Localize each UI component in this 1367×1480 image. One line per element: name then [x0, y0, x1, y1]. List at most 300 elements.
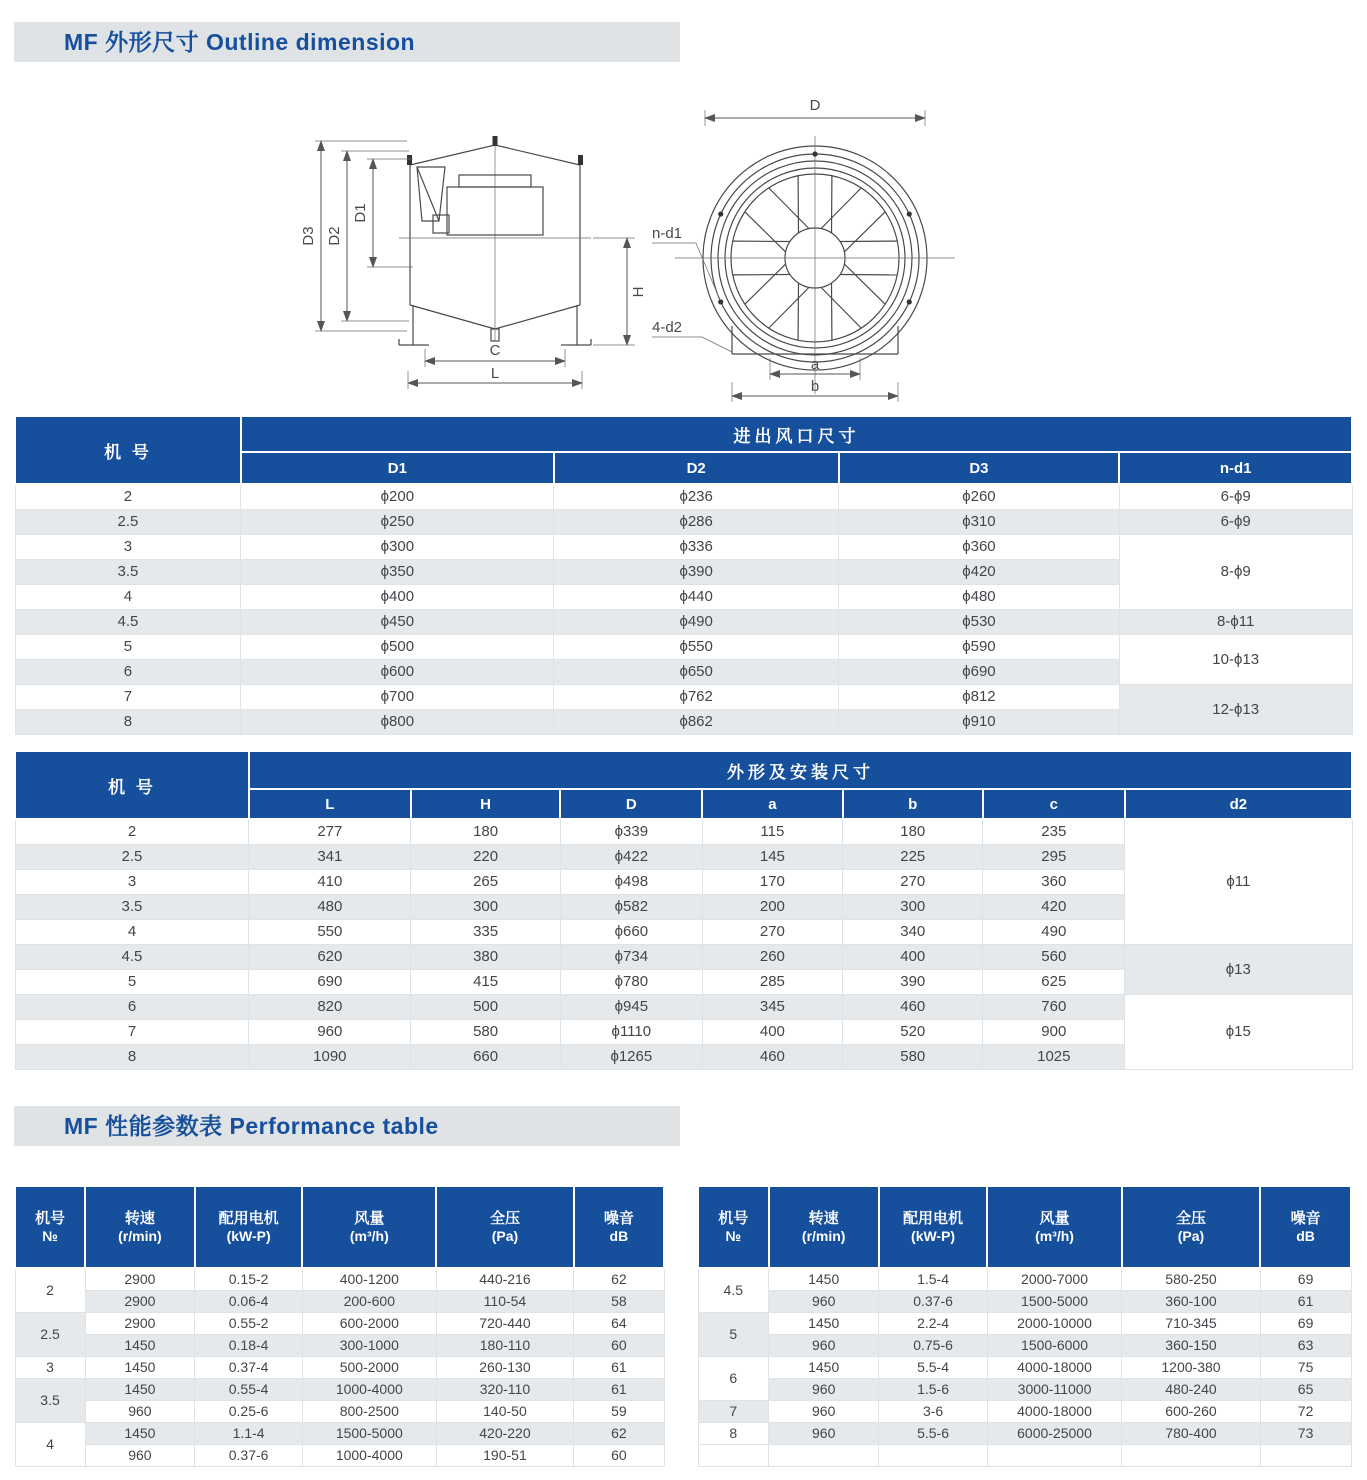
dim-value-cell: 341 [249, 844, 411, 869]
machine-no-cell: 3 [15, 869, 249, 894]
dim-value-cell: ϕ390 [554, 559, 839, 584]
dim-value-cell: 180 [843, 819, 983, 844]
perf-value-cell: 960 [769, 1400, 879, 1422]
perf-header-machine [15, 1186, 85, 1268]
dim-value-cell: ϕ450 [241, 609, 554, 634]
dim-value-cell: 270 [702, 919, 842, 944]
perf-value-cell: 110-54 [436, 1290, 574, 1312]
perf-header-airflow-unit: (m³/h) [349, 1228, 389, 1244]
perf-value-cell: 65 [1260, 1378, 1351, 1400]
machine-no-cell: 6 [698, 1356, 769, 1400]
dim-value-cell: 380 [411, 944, 561, 969]
dim-label-h: H [630, 286, 647, 298]
perf-value-cell: 0.18-4 [195, 1334, 303, 1356]
dim-value-cell: ϕ945 [560, 994, 702, 1019]
perf-value-cell: 5.5-6 [879, 1422, 987, 1444]
dim-value-cell: 170 [702, 869, 842, 894]
table-row [698, 1268, 1351, 1290]
perf-header-airflow [302, 1186, 436, 1268]
perf-header-motor [195, 1186, 303, 1268]
perf-header-pressure-unit: (Pa) [1177, 1228, 1205, 1244]
machine-no-cell: 7 [698, 1400, 769, 1422]
table-row [698, 1312, 1351, 1334]
perf-header-machine-cn: 机号 [718, 1210, 749, 1227]
perf-value-cell: 1500-5000 [987, 1290, 1122, 1312]
table-row [15, 534, 1352, 559]
dim-value-cell: 410 [249, 869, 411, 894]
machine-no-cell: 8 [698, 1422, 769, 1444]
perf-value-cell: 0.37-6 [879, 1290, 987, 1312]
perf-header-machine [698, 1186, 769, 1268]
dim-value-cell: 145 [702, 844, 842, 869]
dim-value-cell: 345 [702, 994, 842, 1019]
machine-no-cell: 4 [15, 584, 241, 609]
dim-value-cell: ϕ400 [241, 584, 554, 609]
dim-value-cell: ϕ490 [554, 609, 839, 634]
machine-no-cell: 4 [15, 919, 249, 944]
dim-value-cell: ϕ440 [554, 584, 839, 609]
perf-value-cell: 73 [1260, 1422, 1351, 1444]
perf-value-cell [769, 1444, 879, 1466]
perf-value-cell: 800-2500 [302, 1400, 436, 1422]
dim-value-cell: 520 [843, 1019, 983, 1044]
table-row [15, 1378, 664, 1400]
perf-value-cell: 2900 [85, 1268, 195, 1290]
perf-header-noise-cn: 噪音 [603, 1210, 634, 1227]
machine-no-cell: 5 [15, 634, 241, 659]
perf-header-noise [574, 1186, 664, 1268]
dim-label-4d2: 4-d2 [652, 319, 683, 336]
perf-value-cell: 0.55-4 [195, 1378, 303, 1400]
table-row [15, 609, 1352, 634]
perf-value-cell: 4000-18000 [987, 1400, 1122, 1422]
dim-value-cell: ϕ650 [554, 659, 839, 684]
machine-no-cell: 8 [15, 1044, 249, 1069]
perf-value-cell: 300-1000 [302, 1334, 436, 1356]
perf-value-cell: 580-250 [1122, 1268, 1260, 1290]
perf-value-cell: 1000-4000 [302, 1444, 436, 1466]
dim-label-d: D [809, 97, 821, 114]
table-row [15, 944, 1352, 969]
perf-value-cell: 200-600 [302, 1290, 436, 1312]
perf-value-cell: 1450 [85, 1378, 195, 1400]
perf-value-cell: 62 [574, 1422, 664, 1444]
table-row [15, 509, 1352, 534]
perf-value-cell: 2900 [85, 1290, 195, 1312]
perf-value-cell: 190-51 [436, 1444, 574, 1466]
fan-front-view-diagram [650, 86, 980, 406]
perf-value-cell: 60 [574, 1334, 664, 1356]
dim-label-d1: D1 [352, 203, 369, 223]
machine-no-cell: 6 [15, 659, 241, 684]
perf-value-cell: 0.37-6 [195, 1444, 303, 1466]
perf-value-cell: 1450 [769, 1312, 879, 1334]
dim-value-cell: ϕ236 [554, 484, 839, 509]
dim-value-cell: ϕ1110 [560, 1019, 702, 1044]
machine-no-cell: 8 [15, 709, 241, 734]
dim-value-cell: 295 [983, 844, 1125, 869]
perf-value-cell: 64 [574, 1312, 664, 1334]
table-row [698, 1400, 1351, 1422]
dim-value-cell: ϕ360 [839, 534, 1120, 559]
table-row [15, 1356, 664, 1378]
col-header-h: H [411, 789, 561, 819]
col-header-a: a [702, 789, 842, 819]
perf-value-cell [1122, 1444, 1260, 1466]
machine-no-cell: 3.5 [15, 559, 241, 584]
machine-no-cell: 4.5 [15, 944, 249, 969]
dim-value-cell: ϕ530 [839, 609, 1120, 634]
dim-value-cell: 335 [411, 919, 561, 944]
machine-no-cell: 2.5 [15, 844, 249, 869]
dim-value-cell: 220 [411, 844, 561, 869]
perf-header-noise-unit: dB [1296, 1228, 1315, 1244]
merged-dim-cell: ϕ11 [1125, 819, 1352, 944]
performance-table-left [14, 1185, 665, 1467]
dim-value-cell: ϕ300 [241, 534, 554, 559]
dim-value-cell: ϕ690 [839, 659, 1120, 684]
perf-value-cell [879, 1444, 987, 1466]
machine-no-cell: 4.5 [698, 1268, 769, 1312]
perf-value-cell: 0.75-6 [879, 1334, 987, 1356]
dim-value-cell: 300 [843, 894, 983, 919]
machine-no-cell: 5 [698, 1312, 769, 1356]
col-header-b: b [843, 789, 983, 819]
dim-value-cell: ϕ550 [554, 634, 839, 659]
perf-value-cell: 1500-6000 [987, 1334, 1122, 1356]
table-row [15, 819, 1352, 844]
section-title-performance: MF 性能参数表 Performance table [14, 1106, 680, 1146]
table-row [698, 1356, 1351, 1378]
perf-value-cell: 0.15-2 [195, 1268, 303, 1290]
merged-dim-cell: 8-ϕ11 [1119, 609, 1352, 634]
perf-value-cell: 140-50 [436, 1400, 574, 1422]
dim-value-cell: 1090 [249, 1044, 411, 1069]
machine-no-cell: 7 [15, 1019, 249, 1044]
perf-value-cell: 63 [1260, 1334, 1351, 1356]
dim-value-cell: 760 [983, 994, 1125, 1019]
col-header-nd1: n-d1 [1119, 452, 1352, 484]
dim-value-cell: ϕ422 [560, 844, 702, 869]
machine-no-header: 机 号 [15, 416, 241, 484]
perf-header-machine-unit: № [42, 1228, 58, 1244]
inlet-outlet-group-header: 进出风口尺寸 [241, 416, 1352, 452]
machine-no-header: 机 号 [15, 751, 249, 819]
table-row [698, 1290, 1351, 1312]
perf-value-cell: 0.55-2 [195, 1312, 303, 1334]
perf-value-cell: 0.06-4 [195, 1290, 303, 1312]
perf-value-cell: 720-440 [436, 1312, 574, 1334]
table-row [698, 1334, 1351, 1356]
machine-no-cell: 2 [15, 484, 241, 509]
dim-value-cell: 400 [843, 944, 983, 969]
perf-value-cell: 1200-380 [1122, 1356, 1260, 1378]
perf-header-pressure [436, 1186, 574, 1268]
dim-value-cell: 415 [411, 969, 561, 994]
dim-value-cell: 235 [983, 819, 1125, 844]
dim-value-cell: ϕ910 [839, 709, 1120, 734]
dim-value-cell: ϕ582 [560, 894, 702, 919]
dim-value-cell: 200 [702, 894, 842, 919]
table-row [15, 1334, 664, 1356]
col-header-l: L [249, 789, 411, 819]
perf-value-cell: 1450 [85, 1334, 195, 1356]
machine-no-cell: 6 [15, 994, 249, 1019]
dim-value-cell: ϕ336 [554, 534, 839, 559]
table-row [15, 994, 1352, 1019]
perf-value-cell: 960 [769, 1422, 879, 1444]
table-row [15, 1290, 664, 1312]
perf-value-cell: 3000-11000 [987, 1378, 1122, 1400]
perf-value-cell: 960 [769, 1290, 879, 1312]
dim-value-cell: 690 [249, 969, 411, 994]
perf-value-cell [1260, 1444, 1351, 1466]
table-row [15, 634, 1352, 659]
perf-value-cell: 59 [574, 1400, 664, 1422]
perf-value-cell: 600-2000 [302, 1312, 436, 1334]
dim-value-cell: 625 [983, 969, 1125, 994]
perf-value-cell: 440-216 [436, 1268, 574, 1290]
bolt-hole-dot [907, 211, 912, 216]
perf-value-cell: 1.5-6 [879, 1378, 987, 1400]
perf-header-speed-unit: (r/min) [801, 1228, 846, 1244]
dim-value-cell: 265 [411, 869, 561, 894]
perf-header-speed-cn: 转速 [124, 1210, 155, 1227]
col-header-d3: D3 [839, 452, 1120, 484]
perf-value-cell: 69 [1260, 1268, 1351, 1290]
perf-value-cell: 1000-4000 [302, 1378, 436, 1400]
machine-no-cell: 7 [15, 684, 241, 709]
perf-value-cell: 1450 [85, 1422, 195, 1444]
dim-value-cell: 420 [983, 894, 1125, 919]
merged-dim-cell: 6-ϕ9 [1119, 484, 1352, 509]
dim-value-cell: ϕ286 [554, 509, 839, 534]
perf-value-cell: 3-6 [879, 1400, 987, 1422]
perf-header-speed-cn: 转速 [808, 1210, 839, 1227]
bolt-hole-dot [718, 211, 723, 216]
dim-value-cell: ϕ260 [839, 484, 1120, 509]
perf-value-cell: 600-260 [1122, 1400, 1260, 1422]
dim-value-cell: ϕ498 [560, 869, 702, 894]
perf-value-cell: 60 [574, 1444, 664, 1466]
perf-value-cell: 1450 [85, 1356, 195, 1378]
dim-value-cell: 390 [843, 969, 983, 994]
table-row [15, 684, 1352, 709]
dim-value-cell: 260 [702, 944, 842, 969]
dim-value-cell: 340 [843, 919, 983, 944]
col-header-d2: d2 [1125, 789, 1352, 819]
dim-value-cell: ϕ590 [839, 634, 1120, 659]
perf-header-machine-cn: 机号 [35, 1210, 66, 1227]
dim-value-cell: ϕ780 [560, 969, 702, 994]
merged-dim-cell: 10-ϕ13 [1119, 634, 1352, 684]
dim-value-cell: 1025 [983, 1044, 1125, 1069]
machine-no-cell: 2 [15, 1268, 85, 1312]
perf-value-cell: 360-100 [1122, 1290, 1260, 1312]
perf-value-cell: 75 [1260, 1356, 1351, 1378]
perf-value-cell: 480-240 [1122, 1378, 1260, 1400]
table-row [698, 1378, 1351, 1400]
merged-dim-cell: 12-ϕ13 [1119, 684, 1352, 734]
machine-no-cell: 3.5 [15, 894, 249, 919]
machine-no-cell: 4.5 [15, 609, 241, 634]
table-row [15, 1444, 664, 1466]
perf-value-cell: 1450 [769, 1268, 879, 1290]
machine-no-cell: 3 [15, 534, 241, 559]
dim-value-cell: 490 [983, 919, 1125, 944]
perf-header-airflow [987, 1186, 1122, 1268]
dim-value-cell: 360 [983, 869, 1125, 894]
dim-value-cell: ϕ600 [241, 659, 554, 684]
perf-header-noise-cn: 噪音 [1290, 1210, 1321, 1227]
perf-value-cell: 0.37-4 [195, 1356, 303, 1378]
section-title-outline: MF 外形尺寸 Outline dimension [14, 22, 680, 62]
dim-label-c: C [489, 342, 501, 359]
merged-dim-cell: ϕ13 [1125, 944, 1352, 994]
dim-value-cell: 550 [249, 919, 411, 944]
perf-header-motor-unit: (kW-P) [226, 1228, 271, 1244]
perf-value-cell: 960 [85, 1444, 195, 1466]
machine-no-cell: 5 [15, 969, 249, 994]
dim-value-cell: 400 [702, 1019, 842, 1044]
merged-dim-cell: 6-ϕ9 [1119, 509, 1352, 534]
table-row [15, 484, 1352, 509]
dim-value-cell: 225 [843, 844, 983, 869]
perf-value-cell: 6000-25000 [987, 1422, 1122, 1444]
perf-header-motor-cn: 配用电机 [218, 1210, 279, 1227]
machine-no-cell: 3.5 [15, 1378, 85, 1422]
perf-value-cell: 4000-18000 [987, 1356, 1122, 1378]
col-header-d1: D1 [241, 452, 554, 484]
perf-value-cell: 2.2-4 [879, 1312, 987, 1334]
bolt-hole-dot [907, 299, 912, 304]
perf-value-cell: 1500-5000 [302, 1422, 436, 1444]
dim-value-cell: 460 [702, 1044, 842, 1069]
perf-value-cell: 0.25-6 [195, 1400, 303, 1422]
dim-value-cell: ϕ339 [560, 819, 702, 844]
performance-table-right [697, 1185, 1352, 1467]
dim-value-cell: ϕ1265 [560, 1044, 702, 1069]
perf-value-cell: 960 [85, 1400, 195, 1422]
perf-value-cell: 2000-7000 [987, 1268, 1122, 1290]
dim-label-b: b [810, 378, 820, 395]
perf-value-cell: 1450 [769, 1356, 879, 1378]
table-row [15, 1422, 664, 1444]
col-header-d2: D2 [554, 452, 839, 484]
dim-value-cell: ϕ762 [554, 684, 839, 709]
perf-value-cell: 500-2000 [302, 1356, 436, 1378]
outline-mounting-dimension-table [14, 750, 1353, 1070]
dim-value-cell: ϕ800 [241, 709, 554, 734]
dim-value-cell: 115 [702, 819, 842, 844]
table-row [698, 1422, 1351, 1444]
inlet-outlet-dimension-table [14, 415, 1353, 735]
perf-value-cell: 69 [1260, 1312, 1351, 1334]
merged-dim-cell: ϕ15 [1125, 994, 1352, 1069]
perf-value-cell: 58 [574, 1290, 664, 1312]
perf-value-cell: 420-220 [436, 1422, 574, 1444]
dim-value-cell: ϕ480 [839, 584, 1120, 609]
perf-value-cell: 180-110 [436, 1334, 574, 1356]
dim-label-nd1: n-d1 [652, 225, 683, 242]
perf-value-cell: 710-345 [1122, 1312, 1260, 1334]
dim-label-l: L [490, 365, 500, 382]
perf-value-cell: 260-130 [436, 1356, 574, 1378]
perf-value-cell: 960 [769, 1378, 879, 1400]
dim-value-cell: 270 [843, 869, 983, 894]
dim-value-cell: 560 [983, 944, 1125, 969]
dim-label-d2: D2 [326, 226, 343, 246]
perf-value-cell: 61 [574, 1356, 664, 1378]
col-header-d: D [560, 789, 702, 819]
perf-header-pressure-unit: (Pa) [491, 1228, 519, 1244]
perf-header-speed [85, 1186, 195, 1268]
dim-label-d3: D3 [300, 226, 317, 246]
perf-header-pressure-cn: 全压 [1175, 1210, 1206, 1227]
dim-value-cell: ϕ200 [241, 484, 554, 509]
perf-value-cell: 1.5-4 [879, 1268, 987, 1290]
machine-no-cell: 4 [15, 1422, 85, 1466]
perf-value-cell: 61 [1260, 1290, 1351, 1312]
perf-header-pressure [1122, 1186, 1260, 1268]
table-row [15, 1268, 664, 1290]
dim-value-cell: ϕ310 [839, 509, 1120, 534]
dim-value-cell: ϕ700 [241, 684, 554, 709]
dim-value-cell: ϕ250 [241, 509, 554, 534]
dim-value-cell: 580 [411, 1019, 561, 1044]
dim-value-cell: 300 [411, 894, 561, 919]
col-header-c: c [983, 789, 1125, 819]
dim-value-cell: 480 [249, 894, 411, 919]
perf-header-noise [1260, 1186, 1351, 1268]
dim-value-cell: 460 [843, 994, 983, 1019]
perf-header-speed-unit: (r/min) [118, 1228, 162, 1244]
perf-value-cell: 61 [574, 1378, 664, 1400]
fan-side-view-diagram [295, 95, 685, 395]
perf-value-cell: 62 [574, 1268, 664, 1290]
bolt-hole-dot [718, 299, 723, 304]
perf-header-speed [769, 1186, 879, 1268]
machine-no-cell: 2 [15, 819, 249, 844]
dim-label-a: a [810, 356, 820, 373]
perf-value-cell: 960 [769, 1334, 879, 1356]
perf-header-pressure-cn: 全压 [489, 1210, 520, 1227]
perf-header-airflow-unit: (m³/h) [1035, 1228, 1074, 1244]
dim-value-cell: 277 [249, 819, 411, 844]
perf-header-noise-unit: dB [609, 1228, 629, 1244]
table-row [698, 1444, 1351, 1466]
dim-value-cell: 180 [411, 819, 561, 844]
perf-value-cell: 780-400 [1122, 1422, 1260, 1444]
perf-value-cell: 2900 [85, 1312, 195, 1334]
perf-value-cell: 5.5-4 [879, 1356, 987, 1378]
dim-value-cell: 960 [249, 1019, 411, 1044]
dim-value-cell: 620 [249, 944, 411, 969]
outline-mounting-group-header: 外形及安装尺寸 [249, 751, 1352, 789]
dim-value-cell: 900 [983, 1019, 1125, 1044]
perf-value-cell: 360-150 [1122, 1334, 1260, 1356]
perf-value-cell: 72 [1260, 1400, 1351, 1422]
perf-value-cell: 1.1-4 [195, 1422, 303, 1444]
perf-value-cell: 320-110 [436, 1378, 574, 1400]
dim-value-cell: ϕ862 [554, 709, 839, 734]
dim-value-cell: ϕ812 [839, 684, 1120, 709]
dim-value-cell: ϕ500 [241, 634, 554, 659]
dim-value-cell: 660 [411, 1044, 561, 1069]
dim-value-cell: ϕ734 [560, 944, 702, 969]
dim-value-cell: ϕ420 [839, 559, 1120, 584]
machine-no-cell: 2.5 [15, 1312, 85, 1356]
